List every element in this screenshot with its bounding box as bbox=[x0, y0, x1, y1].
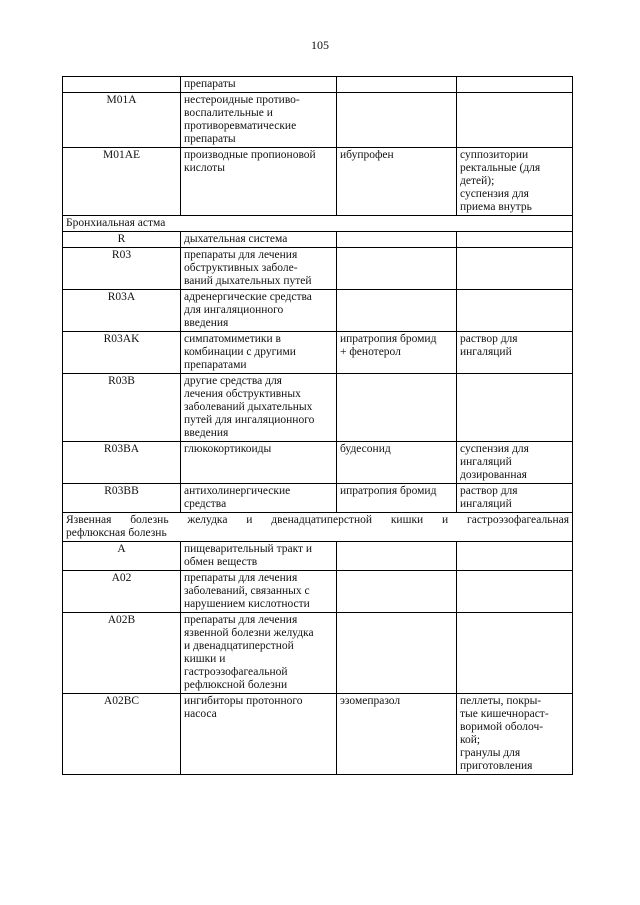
dosage-form-cell bbox=[457, 77, 573, 93]
table-row bbox=[63, 542, 573, 571]
drug-name-cell bbox=[337, 77, 457, 93]
drug-name-cell: будесонид bbox=[337, 442, 457, 484]
drug-name-cell: эзомепразол bbox=[337, 694, 457, 775]
group-name-cell: производные пропионовой кислоты bbox=[181, 148, 337, 216]
atc-code-cell: R03AK bbox=[63, 332, 181, 374]
atc-code-cell: A02B bbox=[63, 613, 181, 694]
drug-name-cell: ибупрофен bbox=[337, 148, 457, 216]
group-name-cell: адренергические средства для ингаляционного введения bbox=[181, 290, 337, 332]
dosage-form-cell bbox=[457, 374, 573, 442]
dosage-form-cell bbox=[457, 290, 573, 332]
dosage-form-cell: раствор для ингаляций bbox=[457, 484, 573, 513]
group-name-cell: дыхательная система bbox=[181, 232, 337, 248]
atc-code-cell: A02BC bbox=[63, 694, 181, 775]
dosage-form-cell: суспензия для ингаляций дозированная bbox=[457, 442, 573, 484]
drug-name-cell bbox=[337, 374, 457, 442]
section-title bbox=[63, 513, 573, 542]
drug-name-cell: ипратропия бромид bbox=[337, 484, 457, 513]
atc-code-cell: A02 bbox=[63, 571, 181, 613]
section-title-line1: Язвенная болезнь желудка и двенадцатиперстной кишки и гастроэзофагеальная bbox=[66, 514, 569, 526]
page-number: 105 bbox=[311, 38, 329, 52]
table-row bbox=[63, 232, 573, 248]
atc-code-cell: R03BB bbox=[63, 484, 181, 513]
drug-name-cell: ипратропия бромид + фенотерол bbox=[337, 332, 457, 374]
atc-code-cell: R bbox=[63, 232, 181, 248]
group-name-cell: препараты для лечения язвенной болезни желудка и двенадцатиперстной кишки и гастроэзофагеальной рефлюксной болезни bbox=[181, 613, 337, 694]
drug-name-cell bbox=[337, 542, 457, 571]
atc-code-cell: R03 bbox=[63, 248, 181, 290]
section-title: Бронхиальная астма bbox=[63, 216, 573, 232]
section-title-line2: рефлюксная болезнь bbox=[66, 527, 167, 539]
group-name-cell: ингибиторы протонного насоса bbox=[181, 694, 337, 775]
drug-classification-table bbox=[62, 76, 573, 775]
group-name-cell: препараты для лечения заболеваний, связанных с нарушением кислотности bbox=[181, 571, 337, 613]
dosage-form-cell bbox=[457, 93, 573, 148]
dosage-form-cell: раствор для ингаляций bbox=[457, 332, 573, 374]
table-row bbox=[63, 332, 573, 374]
table-row bbox=[63, 571, 573, 613]
table-row bbox=[63, 77, 573, 93]
group-name-cell: глюкокортикоиды bbox=[181, 442, 337, 484]
table-row bbox=[63, 148, 573, 216]
group-name-cell: другие средства для лечения обструктивных заболеваний дыхательных путей для ингаляционного введения bbox=[181, 374, 337, 442]
dosage-form-cell bbox=[457, 248, 573, 290]
dosage-form-cell: суппозитории ректальные (для детей); суспензия для приема внутрь bbox=[457, 148, 573, 216]
group-name-cell: пищеварительный тракт и обмен веществ bbox=[181, 542, 337, 571]
dosage-form-cell bbox=[457, 571, 573, 613]
table-row bbox=[63, 374, 573, 442]
atc-code-cell: A bbox=[63, 542, 181, 571]
atc-code-cell: R03B bbox=[63, 374, 181, 442]
atc-code-cell: M01A bbox=[63, 93, 181, 148]
group-name-cell: антихолинергические средства bbox=[181, 484, 337, 513]
drug-name-cell bbox=[337, 93, 457, 148]
section-header-row bbox=[63, 513, 573, 542]
table-row bbox=[63, 290, 573, 332]
group-name-cell: препараты bbox=[181, 77, 337, 93]
table-row bbox=[63, 442, 573, 484]
group-name-cell: симпатомиметики в комбинации с другими препаратами bbox=[181, 332, 337, 374]
group-name-cell: нестероидные противо- воспалительные и противоревматические препараты bbox=[181, 93, 337, 148]
dosage-form-cell bbox=[457, 613, 573, 694]
group-name-cell: препараты для лечения обструктивных заболе- ваний дыхательных путей bbox=[181, 248, 337, 290]
dosage-form-cell bbox=[457, 542, 573, 571]
table-row bbox=[63, 694, 573, 775]
table-row bbox=[63, 248, 573, 290]
atc-code-cell bbox=[63, 77, 181, 93]
dosage-form-cell: пеллеты, покры- тые кишечнораст- воримой оболоч- кой; гранулы для приготовления bbox=[457, 694, 573, 775]
drug-name-cell bbox=[337, 290, 457, 332]
table-row bbox=[63, 484, 573, 513]
table-row bbox=[63, 93, 573, 148]
dosage-form-cell bbox=[457, 232, 573, 248]
drug-name-cell bbox=[337, 571, 457, 613]
drug-name-cell bbox=[337, 248, 457, 290]
table-row bbox=[63, 613, 573, 694]
drug-name-cell bbox=[337, 613, 457, 694]
section-header-row bbox=[63, 216, 573, 232]
atc-code-cell: R03BA bbox=[63, 442, 181, 484]
atc-code-cell: M01AE bbox=[63, 148, 181, 216]
atc-code-cell: R03A bbox=[63, 290, 181, 332]
drug-name-cell bbox=[337, 232, 457, 248]
